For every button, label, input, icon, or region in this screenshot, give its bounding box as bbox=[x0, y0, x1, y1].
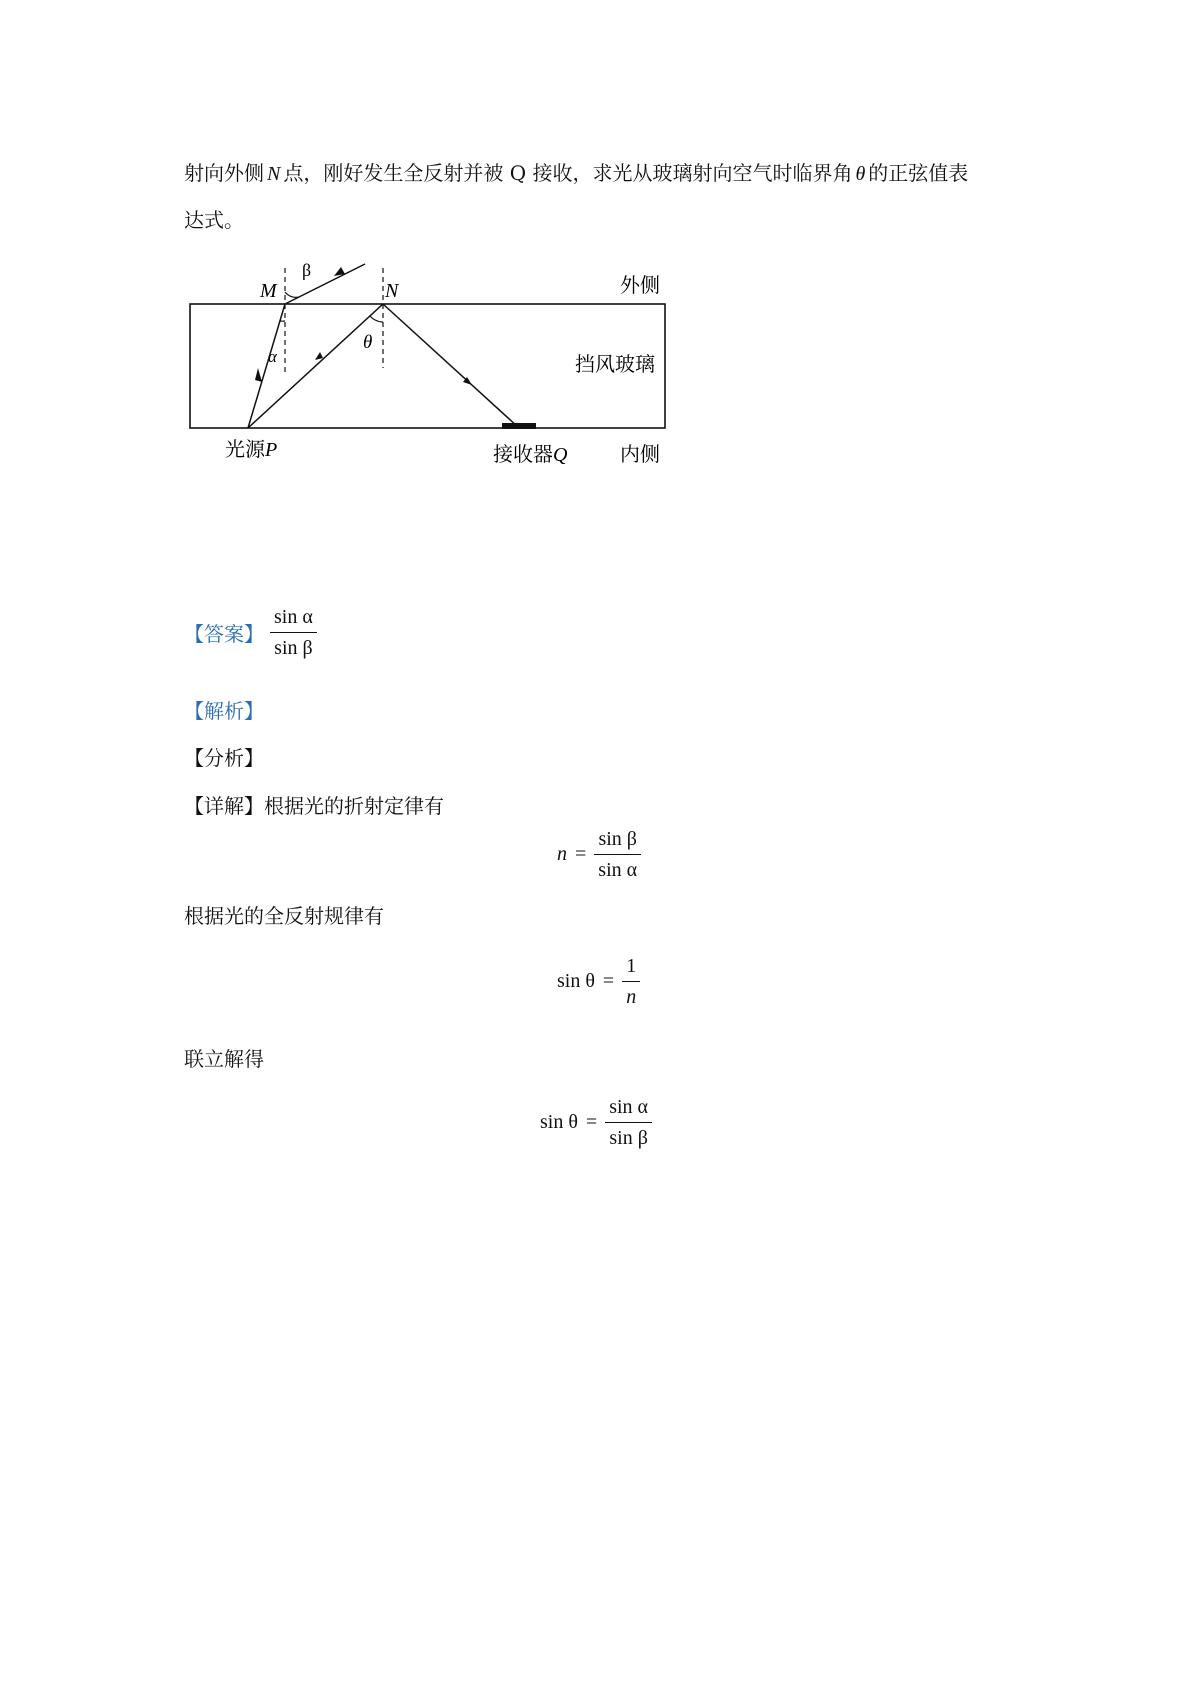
problem-text: 的正弦值表 bbox=[868, 161, 969, 185]
label-n: N bbox=[385, 280, 399, 302]
windshield-diagram bbox=[180, 255, 700, 485]
ray-n-to-q bbox=[383, 304, 518, 427]
eq2-equals: = bbox=[602, 970, 615, 992]
equation-total-reflection bbox=[557, 953, 640, 1010]
eq2-fraction bbox=[622, 953, 640, 1010]
answer-block bbox=[184, 604, 317, 661]
eq1-denominator: sin α bbox=[598, 859, 638, 881]
label-beta: β bbox=[302, 260, 312, 280]
detail-text-2: 根据光的全反射规律有 bbox=[184, 904, 384, 928]
detail-line bbox=[184, 790, 444, 819]
answer-denominator: sin β bbox=[274, 637, 313, 659]
answer-tag: 【答案】 bbox=[184, 622, 264, 646]
label-m: M bbox=[260, 280, 277, 302]
theta-symbol: θ bbox=[855, 163, 866, 185]
label-inner-side: 内侧 bbox=[620, 444, 660, 466]
ray-p-to-m bbox=[248, 304, 285, 428]
detail-tag: 【详解】 bbox=[184, 794, 264, 818]
detail-text-3: 联立解得 bbox=[184, 1047, 264, 1071]
answer-numerator: sin α bbox=[270, 604, 317, 633]
problem-text: 射向外侧 bbox=[184, 161, 264, 185]
ray-refracted-out bbox=[285, 264, 365, 304]
eq2-numerator: 1 bbox=[622, 953, 640, 982]
eq3-denominator: sin β bbox=[609, 1127, 648, 1149]
receiver-q bbox=[502, 423, 536, 429]
eq1-fraction bbox=[594, 826, 641, 883]
eq3-equals: = bbox=[585, 1111, 598, 1133]
ray-p-to-n bbox=[248, 304, 383, 428]
label-light-source: 光源P bbox=[225, 439, 278, 461]
eq3-numerator: sin α bbox=[605, 1094, 652, 1123]
eq1-numerator: sin β bbox=[594, 826, 641, 855]
angle-beta-arc bbox=[285, 292, 299, 297]
label-alpha: α bbox=[268, 347, 277, 366]
analysis-tag: 【解析】 bbox=[184, 699, 264, 723]
arrow-p-to-m bbox=[255, 368, 262, 382]
eq1-equals: = bbox=[575, 843, 587, 865]
angle-theta-arc bbox=[370, 316, 383, 322]
answer-fraction bbox=[270, 604, 317, 661]
label-receiver: 接收器Q bbox=[493, 444, 568, 466]
problem-text: 点，刚好发生全反射并被 Q 接收，求光从玻璃射向空气时临界角 bbox=[283, 161, 853, 185]
fenxi-tag: 【分析】 bbox=[184, 746, 264, 770]
problem-line-1 bbox=[184, 157, 968, 186]
problem-line-2: 达式。 bbox=[184, 208, 244, 232]
label-windshield: 挡风玻璃 bbox=[575, 354, 655, 376]
detail-text: 根据光的折射定律有 bbox=[264, 794, 444, 818]
arrow-p-to-n bbox=[315, 352, 323, 360]
eq2-lhs: sin θ bbox=[557, 970, 595, 992]
equation-result bbox=[540, 1094, 652, 1151]
eq3-lhs: sin θ bbox=[540, 1111, 578, 1133]
point-n-symbol: N bbox=[267, 163, 281, 185]
eq1-lhs: n bbox=[557, 843, 567, 865]
eq2-denominator: n bbox=[626, 986, 637, 1008]
label-theta: θ bbox=[363, 332, 373, 353]
eq3-fraction bbox=[605, 1094, 652, 1151]
label-outer-side: 外侧 bbox=[620, 275, 660, 297]
equation-refraction bbox=[557, 826, 641, 883]
